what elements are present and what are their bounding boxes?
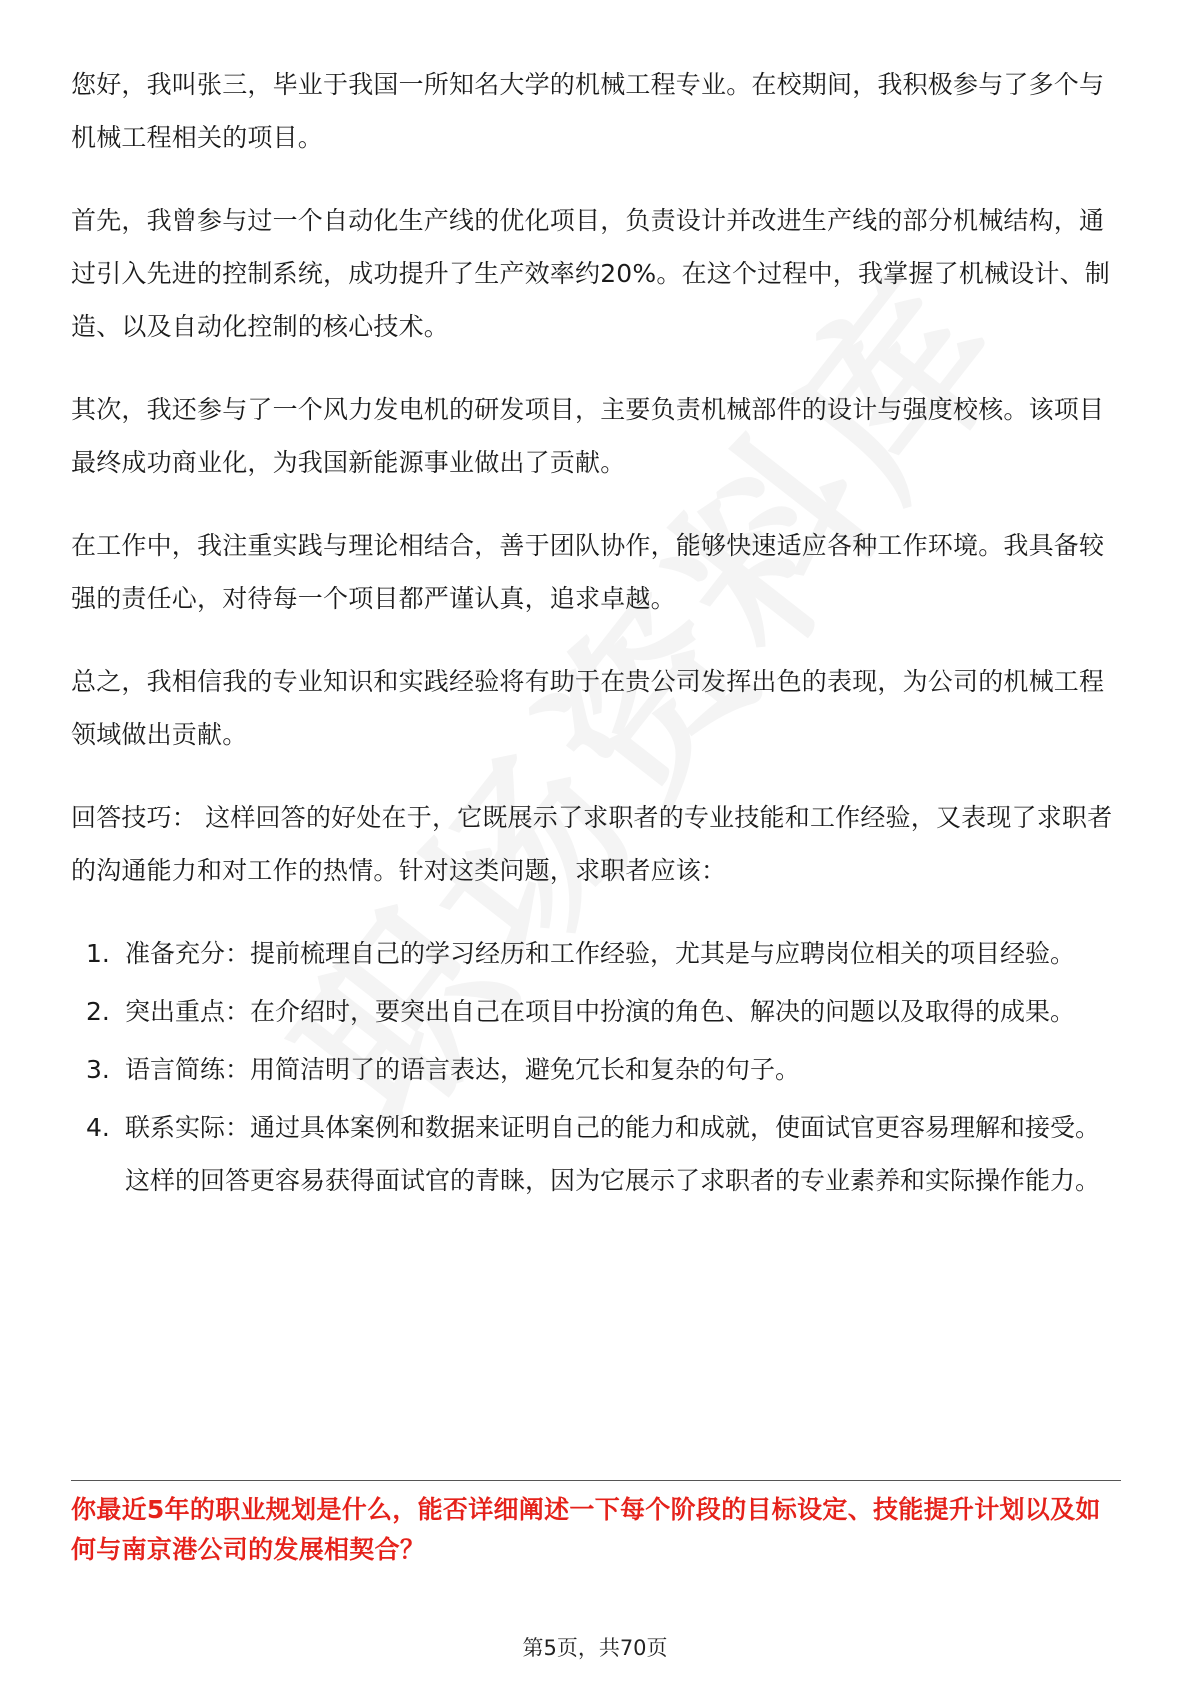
answer-content	[71, 58, 1121, 1212]
section-divider	[71, 1480, 1121, 1481]
list-number: 3.	[86, 1055, 110, 1084]
paragraph-second-project: 其次，我还参与了一个风力发电机的研发项目，主要负责机械部件的设计与强度校核。该项目最终成功商业化，为我国新能源事业做出了贡献。	[71, 395, 1105, 477]
list-number: 1.	[86, 939, 110, 968]
tips-list	[71, 927, 1121, 1207]
paragraph-summary: 总之，我相信我的专业知识和实践经验将有助于在贵公司发挥出色的表现，为公司的机械工程领域做出贡献。	[71, 667, 1105, 749]
list-item	[71, 985, 1121, 1038]
paragraph-work-style: 在工作中，我注重实践与理论相结合，善于团队协作，能够快速适应各种工作环境。我具备较强的责任心，对待每一个项目都严谨认真，追求卓越。	[71, 531, 1105, 613]
list-item	[71, 927, 1121, 980]
paragraph-first-project: 首先，我曾参与过一个自动化生产线的优化项目，负责设计并改进生产线的部分机械结构，通过引入先进的控制系统，成功提升了生产效率约20%。在这个过程中，我掌握了机械设计、制造、以及自动化控制的核心技术。	[71, 206, 1110, 341]
paragraph-answer-tips: 回答技巧： 这样回答的好处在于，它既展示了求职者的专业技能和工作经验，又表现了求职者的沟通能力和对工作的热情。针对这类问题，求职者应该：	[71, 803, 1113, 885]
list-text: 准备充分：提前梳理自己的学习经历和工作经验，尤其是与应聘岗位相关的项目经验。	[125, 939, 1076, 968]
paragraph-intro: 您好，我叫张三，毕业于我国一所知名大学的机械工程专业。在校期间，我积极参与了多个与机械工程相关的项目。	[71, 70, 1105, 152]
list-text: 语言简练：用简洁明了的语言表达，避免冗长和复杂的句子。	[125, 1055, 801, 1084]
list-number: 2.	[86, 997, 110, 1026]
list-text: 联系实际：通过具体案例和数据来证明自己的能力和成就，使面试官更容易理解和接受。 这样的回答更容易获得面试官的青睐，因为它展示了求职者的专业素养和实际操作能力。	[125, 1113, 1101, 1195]
list-item	[71, 1101, 1121, 1207]
list-item	[71, 1043, 1121, 1096]
list-text: 突出重点：在介绍时，要突出自己在项目中扮演的角色、解决的问题以及取得的成果。	[125, 997, 1076, 1026]
page-footer: 第5页，共70页	[522, 1636, 668, 1660]
list-number: 4.	[86, 1113, 110, 1142]
next-question-heading: 你最近5年的职业规划是什么，能否详细阐述一下每个阶段的目标设定、技能提升计划以及如何与南京港公司的发展相契合？	[71, 1495, 1101, 1564]
